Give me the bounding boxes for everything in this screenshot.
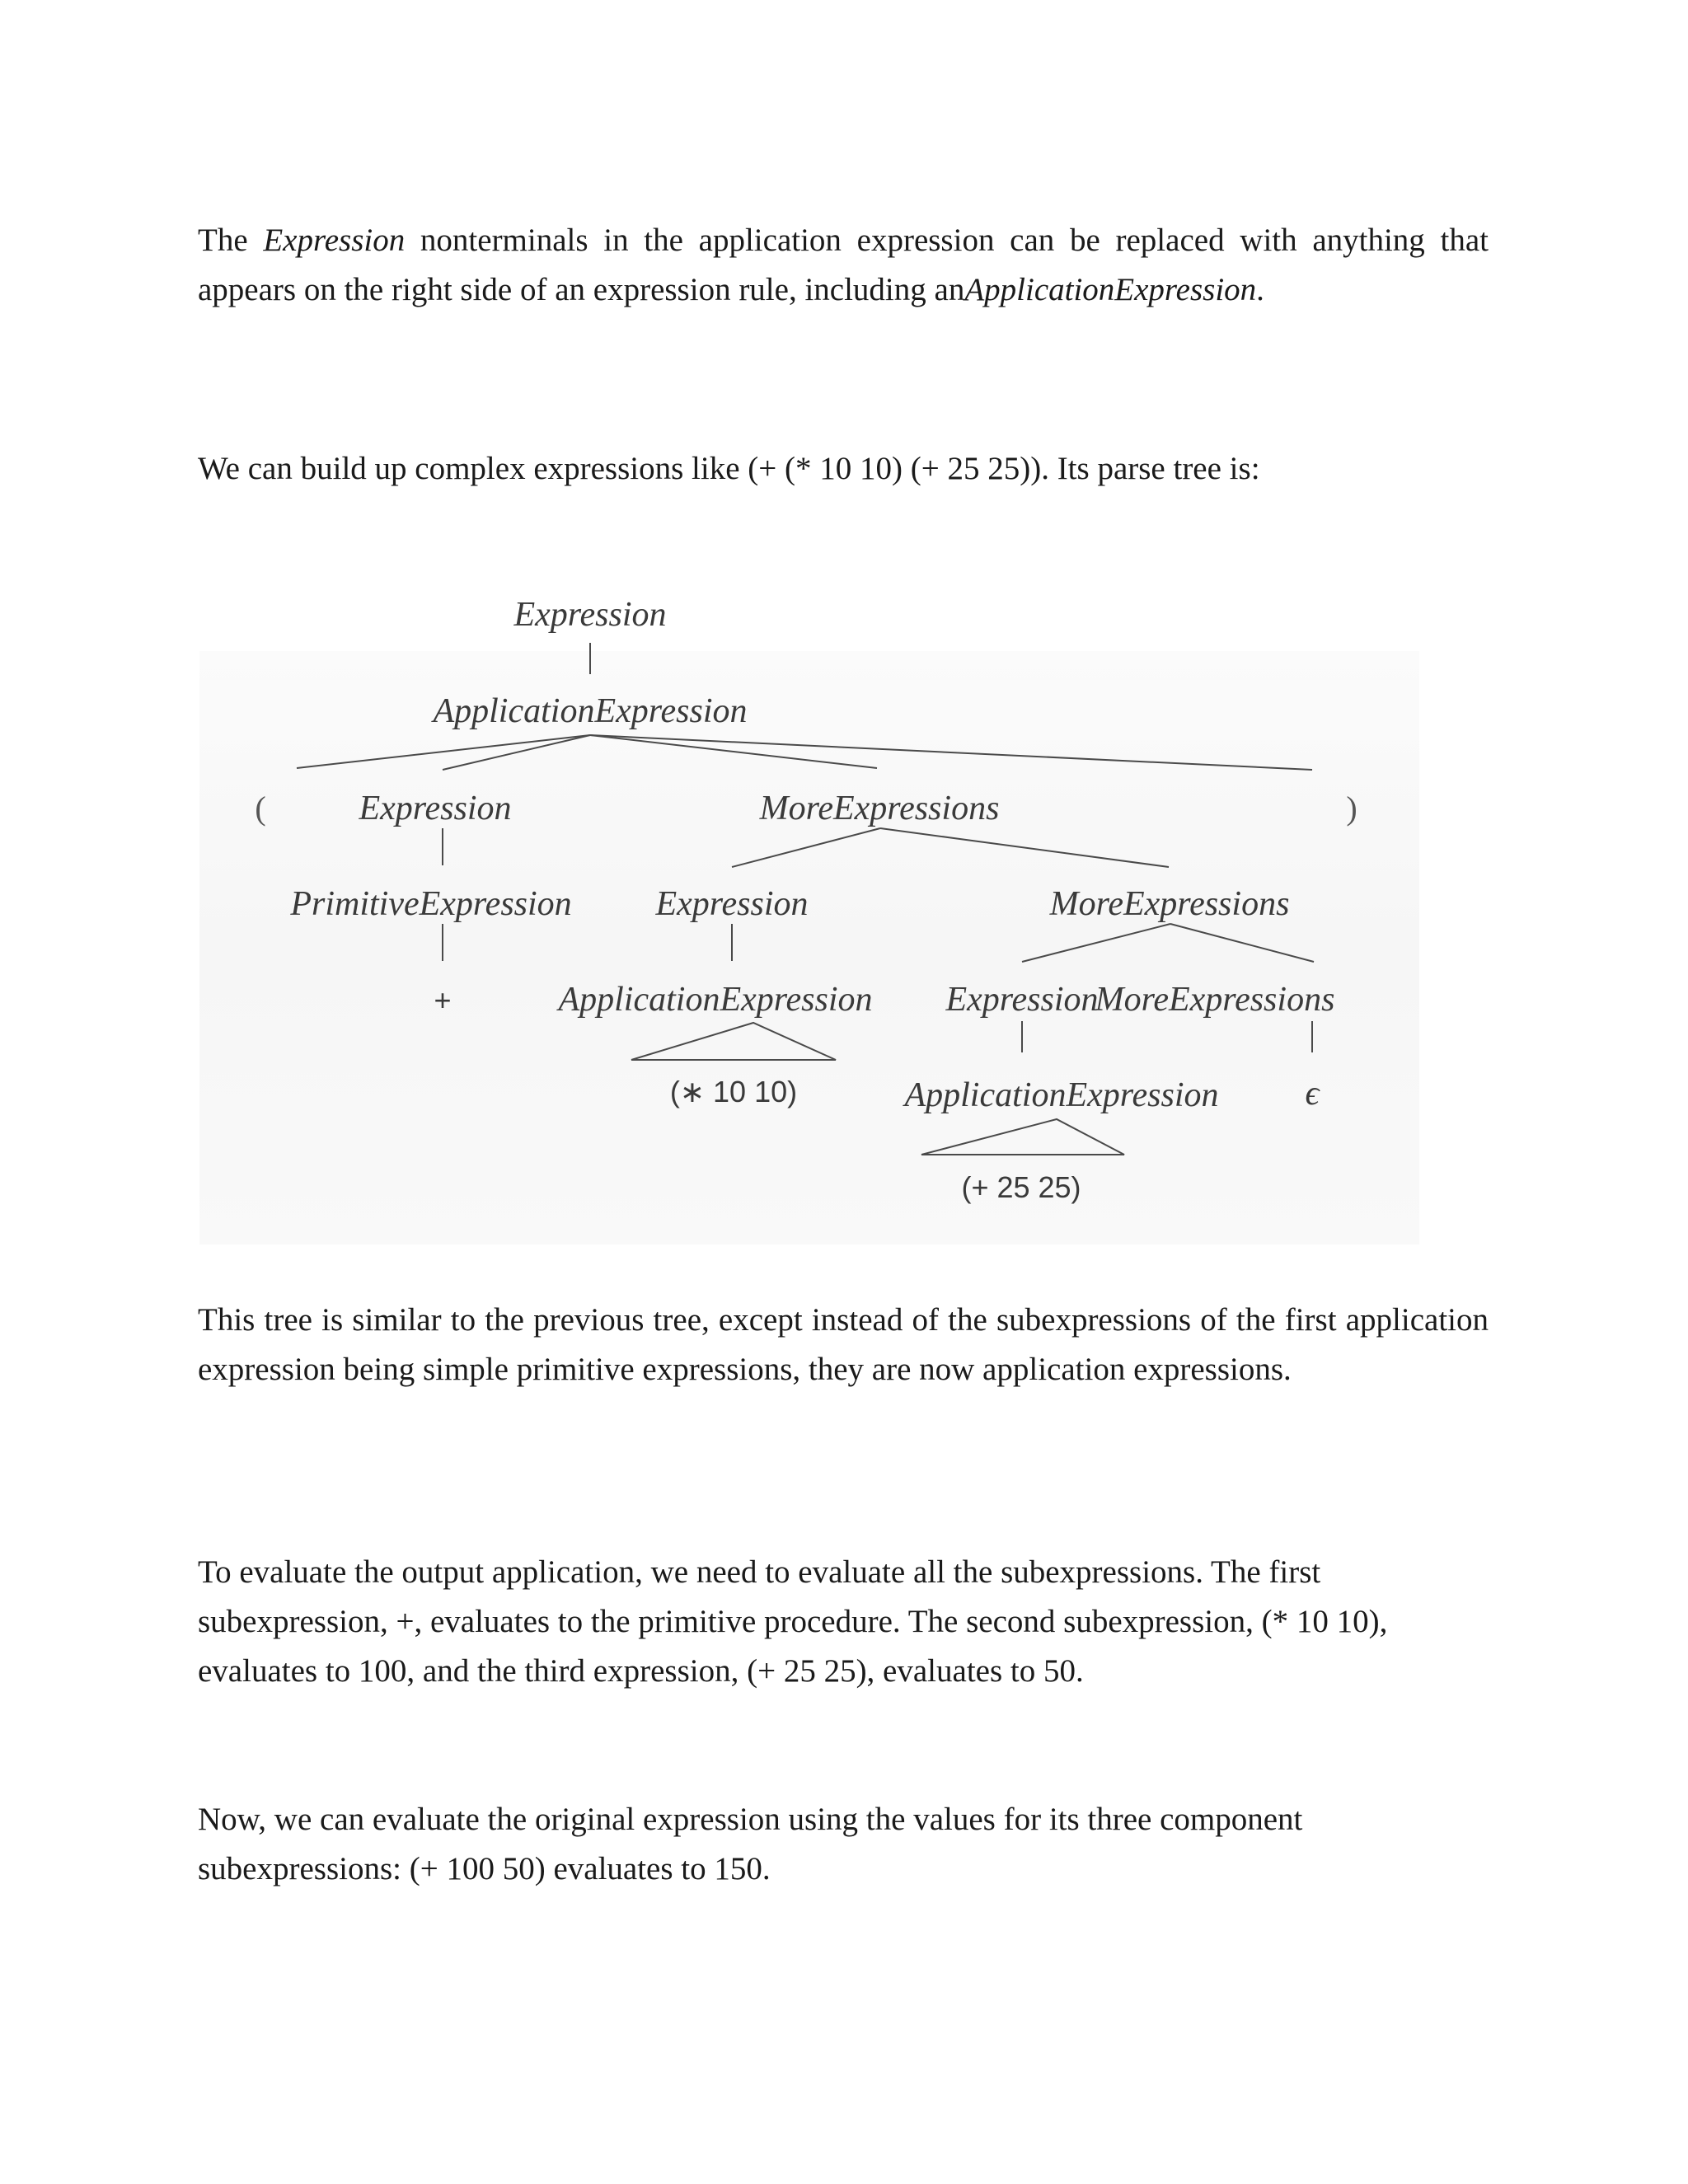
leaf-epsilon: ϵ bbox=[1305, 1075, 1320, 1113]
node-expression-middle: Expression bbox=[655, 885, 809, 923]
triangle-app-right bbox=[921, 1119, 1124, 1155]
paragraph-parse-tree-intro: We can build up complex expressions like (+ (* 10 10) (+ 25 25)). Its parse tree is: bbox=[198, 451, 1260, 486]
edge-more-to-more bbox=[880, 828, 1169, 867]
node-application-expression-right: ApplicationExpression bbox=[904, 1076, 1219, 1114]
intro-text-middle: nonterminals in the application expression can be replaced with anything that appears on the right side of an expression rule, including an bbox=[198, 223, 1489, 307]
edge-more-to-expression bbox=[732, 828, 880, 867]
intro-term-expression: Expression bbox=[263, 223, 406, 258]
node-primitive-expression: PrimitiveExpression bbox=[290, 885, 572, 923]
node-plus-operator: + bbox=[434, 983, 452, 1017]
leaf-multiply-expression: (∗ 10 10) bbox=[669, 1075, 798, 1108]
edge-app-to-open-paren bbox=[297, 735, 590, 768]
edge-more-to-more-2 bbox=[1170, 924, 1314, 962]
paragraph-final-evaluation: Now, we can evaluate the original expression using the values for its three component subexpressions: (+ 100 50) evaluates to 150. bbox=[198, 1802, 1303, 1886]
edge-more-to-expression-2 bbox=[1022, 924, 1170, 962]
paragraph-evaluate-subexpressions: To evaluate the output application, we need to evaluate all the subexpressions. The first subexpression, +, evaluates to the primitive procedure. The second subexpression, (* 10 10), evaluates to 100, and the third expression, (+ 25 25), evaluates to 50. bbox=[198, 1554, 1388, 1689]
edge-app-to-close-paren bbox=[590, 735, 1312, 770]
triangle-app-mid bbox=[631, 1023, 836, 1060]
leaf-add-expression: (+ 25 25) bbox=[961, 1170, 1081, 1204]
edge-app-to-more bbox=[590, 735, 877, 768]
node-close-paren: ) bbox=[1346, 790, 1357, 827]
paragraph-intro bbox=[198, 216, 1489, 315]
node-open-paren: ( bbox=[255, 790, 266, 827]
edge-app-to-expression bbox=[443, 735, 590, 770]
intro-text-start: The bbox=[198, 223, 264, 258]
node-application-expression-middle: ApplicationExpression bbox=[558, 981, 873, 1019]
node-application-expression-root: ApplicationExpression bbox=[433, 692, 748, 730]
intro-text-end: . bbox=[1256, 272, 1264, 307]
node-root-expression: Expression bbox=[513, 596, 667, 634]
node-more-expressions-middle: MoreExpressions bbox=[1049, 885, 1290, 923]
node-more-expressions-top: MoreExpressions bbox=[759, 790, 1000, 827]
node-expression-right: Expression bbox=[945, 981, 1099, 1019]
intro-term-application-expression: ApplicationExpression bbox=[964, 272, 1257, 307]
node-expression-left: Expression bbox=[359, 790, 512, 827]
node-more-expressions-bottom: MoreExpressions bbox=[1095, 981, 1335, 1019]
parse-tree-diagram bbox=[199, 577, 1419, 1261]
paragraph-tree-comparison: This tree is similar to the previous tree, except instead of the subexpressions of the first application expression being simple primitive expressions, they are now application expressions. bbox=[198, 1302, 1489, 1387]
parse-tree-figure bbox=[199, 577, 1419, 1261]
